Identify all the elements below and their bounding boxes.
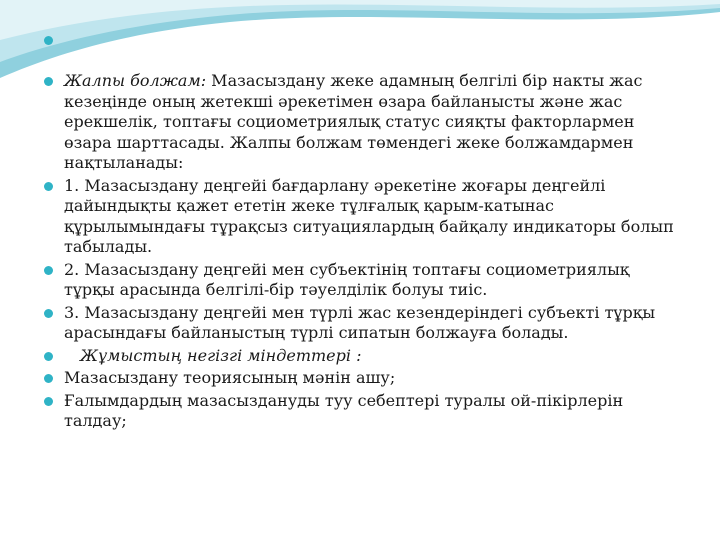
hypothesis-lead: Жалпы болжам:: [64, 71, 207, 90]
bullet-icon: [44, 374, 53, 383]
list-item-tasks-heading: [14, 346, 684, 367]
bullet-icon: [44, 266, 53, 275]
bullet-list: [14, 30, 684, 432]
list-item-hypothesis-1: [14, 176, 684, 258]
bullet-icon: [44, 182, 53, 191]
list-item-task-2: [14, 391, 684, 432]
list-item-text: Мазасыздану теориясының мәнін ашу;: [64, 368, 396, 387]
bullet-icon: [44, 309, 53, 318]
list-item-text: 3. Мазасыздану деңгейі мен түрлі жас кезендеріндегі субъекті тұрқы арасындағы байланыстың түрлі сипатын болжауға болады.: [64, 302, 656, 342]
bullet-icon: [44, 36, 53, 45]
slide-content: [14, 30, 684, 434]
list-item-text: 2. Мазасыздану деңгейі мен субъектінің топтағы социометриялық тұрқы арасында белгілі-бір тәуелділік болуы тиіс.: [64, 259, 630, 299]
tasks-heading: Жұмыстың негізгі міндеттері :: [80, 345, 362, 365]
bullet-icon: [44, 397, 53, 406]
list-item-task-1: [14, 368, 684, 389]
list-item-hypothesis-3: [14, 303, 684, 344]
bullet-icon: [44, 77, 53, 86]
list-item-empty: [14, 30, 684, 50]
list-item-text: Мазасыздану жеке адамның белгілі бір накты жас кезеңінде оның жетекші әрекетімен өзара байланысты және жас ерекшелік, топтағы социометриялық статус сияқты факторлармен өзара шарттасады. Жалпы болжам төмендегі жеке болжамдармен нақтыланады:: [64, 71, 643, 172]
list-item-text: Ғалымдардың мазасыздануды туу себептері туралы ой-пікірлерін талдау;: [64, 390, 624, 430]
list-item-hypothesis-2: [14, 260, 684, 301]
list-item-text: 1. Мазасыздану деңгейі бағдарлану әрекетіне жоғары деңгейлі дайындықты қажет ететін жеке тұлғалық қарым-катынас құрылымындағы тұрақсыз ситуациялардың байқалу индикаторы болып табылады.: [64, 175, 674, 256]
bullet-icon: [44, 352, 53, 361]
list-item-general-hypothesis: [14, 71, 684, 174]
